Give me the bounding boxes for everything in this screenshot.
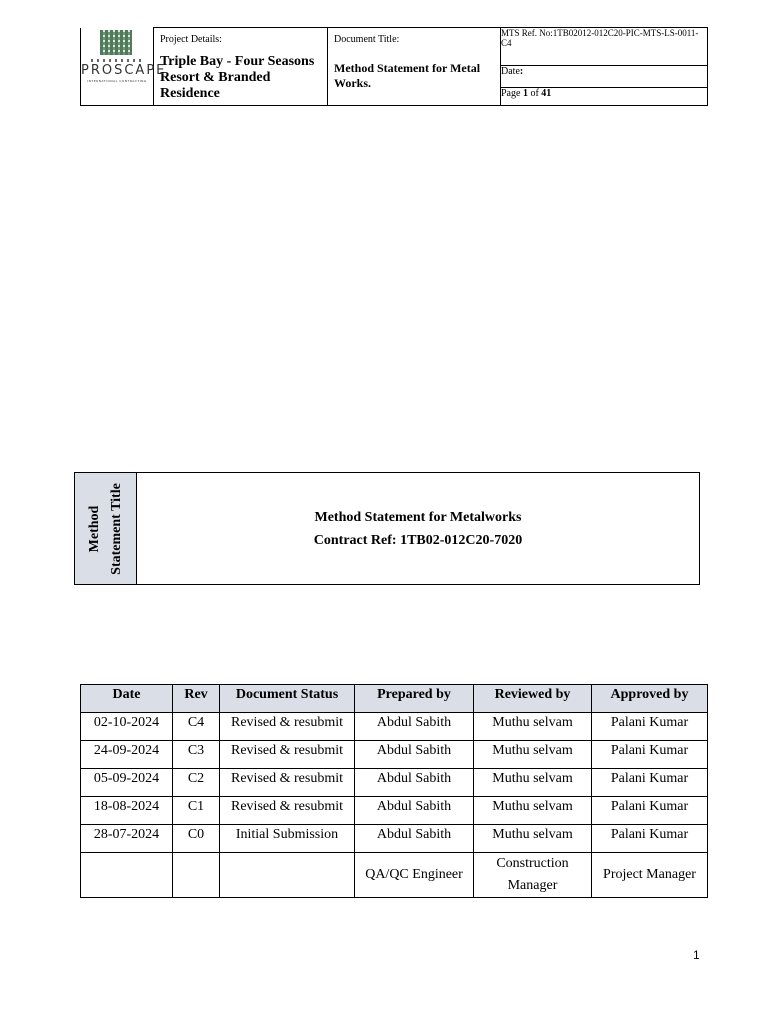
cell-date: 05-09-2024 — [81, 769, 173, 797]
date-label: Date — [501, 66, 520, 78]
cell-approved: Palani Kumar — [592, 713, 708, 741]
cell-reviewed: Muthu selvam — [474, 769, 592, 797]
cell-rev: C1 — [173, 797, 220, 825]
project-details-cell — [154, 28, 328, 106]
cell-approved: Palani Kumar — [592, 797, 708, 825]
cell-prepared: Abdul Sabith — [355, 713, 474, 741]
col-header-date: Date — [81, 685, 173, 713]
cell-prepared: Abdul Sabith — [355, 797, 474, 825]
project-name: Triple Bay - Four Seasons Resort & Branded Residence — [160, 54, 315, 101]
page-current: 1 — [522, 87, 528, 99]
cell-status: Revised & resubmit — [220, 741, 355, 769]
cell-approved: Palani Kumar — [592, 769, 708, 797]
table-row — [81, 741, 708, 769]
revision-table — [80, 684, 708, 898]
cell-reviewed: Muthu selvam — [474, 797, 592, 825]
document-title-cell — [328, 28, 501, 106]
sig-cell-empty — [81, 853, 173, 898]
cell-approved: Palani Kumar — [592, 741, 708, 769]
signature-roles-row — [81, 853, 708, 898]
cell-rev: C2 — [173, 769, 220, 797]
table-row — [81, 713, 708, 741]
cell-date: 02-10-2024 — [81, 713, 173, 741]
title-side-label — [84, 483, 128, 575]
cell-reviewed: Muthu selvam — [474, 741, 592, 769]
company-logo — [81, 28, 167, 106]
cell-rev: C0 — [173, 825, 220, 853]
title-side-line2: Statement Title — [108, 482, 124, 575]
col-header-reviewed: Reviewed by — [474, 685, 592, 713]
document-title-label: Document Title: — [334, 34, 400, 45]
date-cell — [501, 66, 708, 87]
page-total: 41 — [541, 87, 552, 99]
table-row — [81, 797, 708, 825]
cell-approved: Palani Kumar — [592, 825, 708, 853]
logo-subtitle: INTERNATIONAL CONTRACTING — [87, 78, 147, 83]
cell-date: 28-07-2024 — [81, 825, 173, 853]
cell-rev: C3 — [173, 741, 220, 769]
table-row — [81, 825, 708, 853]
cell-prepared: Abdul Sabith — [355, 769, 474, 797]
document-title: Method Statement for Metal Works. — [334, 61, 481, 90]
mts-ref: MTS Ref. No:1TB02012-012C20-PIC-MTS-LS-0011-C4 — [501, 28, 708, 66]
title-side-panel — [75, 473, 137, 584]
page-prefix: Page — [501, 87, 523, 99]
cell-status: Initial Submission — [220, 825, 355, 853]
col-header-rev: Rev — [173, 685, 220, 713]
cell-prepared: Abdul Sabith — [355, 825, 474, 853]
role-qaqc-engineer: QA/QC Engineer — [355, 853, 474, 898]
cell-reviewed: Muthu selvam — [474, 825, 592, 853]
project-label: Project Details: — [160, 34, 222, 45]
method-statement-title-box — [74, 472, 700, 585]
title-side-line1: Method — [86, 505, 102, 552]
table-row — [81, 769, 708, 797]
logo-name: PROSCAPE — [81, 62, 167, 78]
logo-dots — [91, 59, 141, 62]
logo-mark-icon — [100, 30, 132, 55]
method-statement-title: Method Statement for Metalworks — [314, 509, 522, 525]
sig-cell-empty — [173, 853, 220, 898]
cell-status: Revised & resubmit — [220, 713, 355, 741]
page-number: 1 — [693, 948, 700, 962]
document-header — [80, 27, 708, 106]
role-project-manager: Project Manager — [592, 853, 708, 898]
cell-prepared: Abdul Sabith — [355, 741, 474, 769]
col-header-status: Document Status — [220, 685, 355, 713]
date-colon: : — [519, 66, 524, 78]
col-header-approved: Approved by — [592, 685, 708, 713]
revision-header-row — [81, 685, 708, 713]
col-header-prepared: Prepared by — [355, 685, 474, 713]
cell-reviewed: Muthu selvam — [474, 713, 592, 741]
cell-rev: C4 — [173, 713, 220, 741]
cell-date: 18-08-2024 — [81, 797, 173, 825]
sig-cell-empty — [220, 853, 355, 898]
role-construction-manager: Construction Manager — [474, 853, 592, 898]
cell-date: 24-09-2024 — [81, 741, 173, 769]
page-of: of — [527, 87, 542, 99]
page-count — [501, 87, 708, 105]
title-main — [137, 473, 699, 584]
cell-status: Revised & resubmit — [220, 769, 355, 797]
cell-status: Revised & resubmit — [220, 797, 355, 825]
contract-ref: Contract Ref: 1TB02-012C20-7020 — [313, 532, 523, 548]
